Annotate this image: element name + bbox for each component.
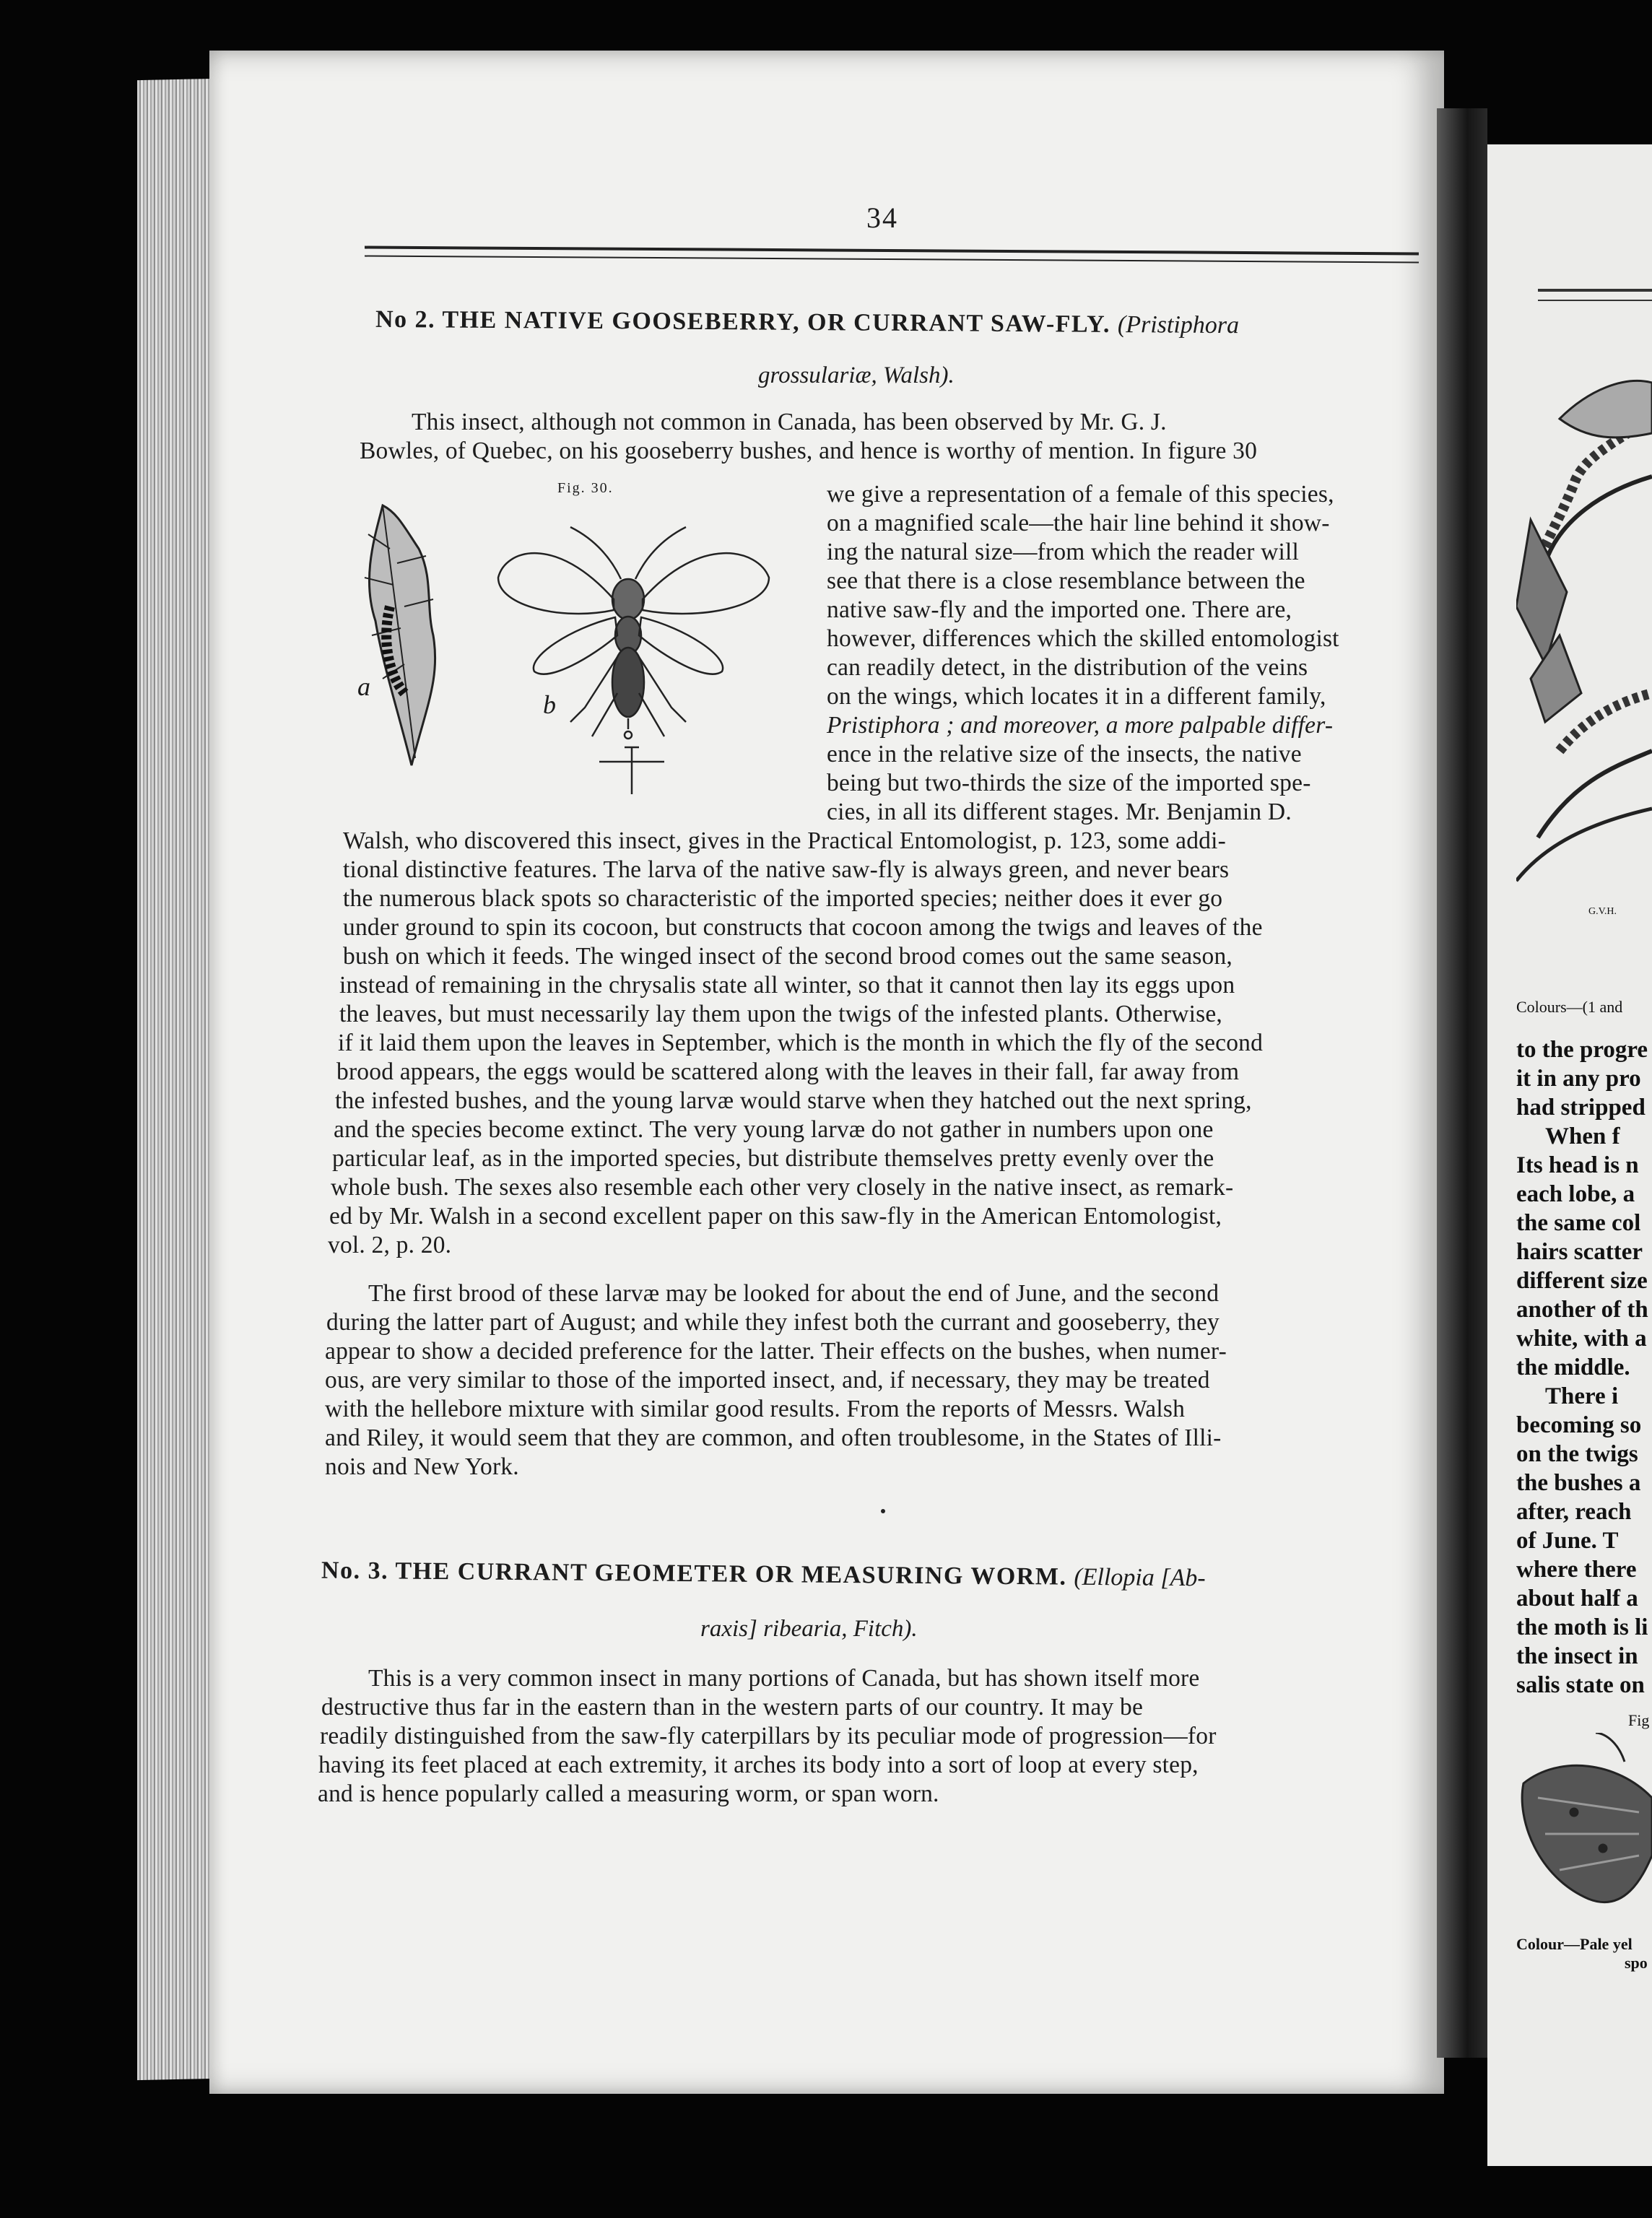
paragraph-line: tional distinctive features. The larva of the native saw-fly is always green, and never bears: [343, 856, 1230, 883]
paragraph-line: brood appears, the eggs would be scattered along with the leaves in their fall, far away from: [336, 1058, 1240, 1085]
right-page-line: There i: [1545, 1383, 1619, 1409]
right-page-moth-caption: Colour—Pale yel: [1516, 1935, 1633, 1953]
paragraph-line: the numerous black spots so characteristic of the imported species; neither does it ever go: [343, 885, 1223, 912]
paragraph-line: ous, are very similar to those of the imported insect, and, if necessary, they may be treated: [325, 1367, 1210, 1393]
figure-label-a: a: [357, 672, 370, 701]
paragraph-line: vol. 2, p. 20.: [328, 1232, 452, 1258]
leaf-larva-illustration: [365, 505, 435, 765]
right-page-line: had stripped: [1516, 1095, 1646, 1121]
right-page-moth-illustration: [1516, 1733, 1652, 1928]
right-page-line: to the progre: [1516, 1037, 1648, 1063]
paragraph-line: ence in the relative size of the insects, the native: [827, 741, 1302, 767]
sawfly-insect-illustration: [498, 527, 769, 739]
paragraph-line: and Riley, it would seem that they are common, and often troublesome, in the States of Illi-: [325, 1425, 1222, 1451]
right-page-line: the moth is li: [1516, 1614, 1648, 1640]
paragraph-line: destructive thus far in the eastern than in the western parts of our country. It may be: [321, 1694, 1144, 1721]
paragraph-line: the infested bushes, and the young larvæ would starve when they hatched out the next spring,: [335, 1087, 1252, 1114]
paragraph-line: appear to show a decided preference for the latter. Their effects on the bushes, when numer-: [325, 1338, 1227, 1365]
paragraph-line: ed by Mr. Walsh in a second excellent paper on this saw-fly in the American Entomologist,: [329, 1203, 1222, 1230]
right-page-line: after, reach: [1516, 1499, 1632, 1525]
right-page-engraver-mark: G.V.H.: [1588, 906, 1617, 917]
right-page-fig-label: Fig: [1628, 1711, 1650, 1729]
right-page-line: about half a: [1516, 1586, 1638, 1612]
paragraph-line: ing the natural size—from which the reader will: [827, 539, 1300, 565]
paragraph-line: and is hence popularly called a measuring worm, or span worn.: [318, 1780, 939, 1807]
print-speck: [881, 1509, 885, 1513]
paragraph-line: native saw-fly and the imported one. There are,: [827, 596, 1292, 623]
section-heading-sawfly: No 2. THE NATIVE GOOSEBERRY, OR CURRANT SAW-FLY. (Pristiphora: [375, 305, 1240, 339]
right-page-line: the same col: [1516, 1210, 1641, 1236]
paragraph-line: Walsh, who discovered this insect, gives in the Practical Entomologist, p. 123, some addi-: [343, 827, 1226, 854]
right-page-line: the middle.: [1516, 1354, 1630, 1380]
paragraph-line: can readily detect, in the distribution of the veins: [827, 654, 1308, 681]
right-page-line: another of th: [1516, 1297, 1648, 1323]
figure-caption: Fig. 30.: [557, 480, 614, 496]
paragraph-line: This insect, although not common in Canada, has been observed by Mr. G. J.: [412, 409, 1167, 435]
paragraph-line: nois and New York.: [325, 1453, 519, 1480]
section-heading-sawfly-line2: grossulariæ, Walsh).: [758, 362, 955, 388]
right-page-line: Its head is n: [1516, 1152, 1639, 1178]
paragraph-line: cies, in all its different stages. Mr. Benjamin D.: [827, 799, 1292, 825]
right-page-line: of June. T: [1516, 1528, 1619, 1554]
paragraph-line: This is a very common insect in many portions of Canada, but has shown itself more: [368, 1665, 1200, 1692]
section-heading-geometer: No. 3. THE CURRANT GEOMETER OR MEASURING WORM. (Ellopia [Ab-: [321, 1557, 1206, 1592]
paragraph-line: Bowles, of Quebec, on his gooseberry bushes, and hence is worthy of mention. In figure 30: [360, 438, 1258, 464]
right-page-moth-caption-line2: spo: [1625, 1954, 1648, 1972]
right-page-line: it in any pro: [1516, 1066, 1641, 1092]
right-page-line: hairs scatter: [1516, 1239, 1643, 1265]
right-page-line: on the twigs: [1516, 1441, 1638, 1467]
book-page-edges: [137, 79, 217, 2080]
page-number: 34: [866, 201, 898, 234]
paragraph-line: we give a representation of a female of this species,: [827, 481, 1334, 508]
right-page-figure-caption: Colours—(1 and: [1516, 998, 1623, 1016]
paragraph-line: on the wings, which locates it in a different family,: [827, 683, 1326, 710]
paragraph-line: with the hellebore mixture with similar good results. From the reports of Messrs. Walsh: [325, 1396, 1186, 1422]
paragraph-line: having its feet placed at each extremity, it arches its body into a sort of loop at every step,: [318, 1752, 1199, 1778]
right-page-line: becoming so: [1516, 1412, 1642, 1438]
right-page-line: white, with a: [1516, 1326, 1647, 1352]
right-page-line: the insect in: [1516, 1643, 1638, 1669]
paragraph-line: being but two-thirds the size of the imported spe-: [827, 770, 1311, 796]
right-page-line: salis state on: [1516, 1672, 1645, 1698]
section-heading-geometer-line2: raxis] ribearia, Fitch).: [700, 1616, 918, 1642]
paragraph-line: Pristiphora ; and moreover, a more palpable differ-: [827, 712, 1334, 739]
figure-label-b: b: [543, 690, 556, 719]
paragraph-line: however, differences which the skilled entomologist: [827, 625, 1339, 652]
paragraph-line: during the latter part of August; and while they infest both the currant and gooseberry, they: [326, 1309, 1220, 1336]
right-page-header-rule-thin: [1538, 300, 1652, 301]
right-page-line: When f: [1545, 1123, 1620, 1149]
paragraph-line: under ground to spin its cocoon, but constructs that cocoon among the twigs and leaves of the: [343, 914, 1263, 941]
natural-size-hairline: [599, 747, 664, 794]
paragraph-line: the leaves, but must necessarily lay them upon the twigs of the infested plants. Otherwise,: [339, 1001, 1222, 1027]
paragraph-line: on a magnified scale—the hair line behind it show-: [827, 510, 1330, 536]
paragraph-line: see that there is a close resemblance between the: [827, 567, 1305, 594]
paragraph-line: instead of remaining in the chrysalis state all winter, so that it cannot then lay its eggs upon: [339, 972, 1235, 999]
book-gutter: [1437, 108, 1487, 2058]
right-page-caterpillar-illustration: [1516, 375, 1652, 967]
right-page-line: different size: [1516, 1268, 1648, 1294]
paragraph-line: bush on which it feeds. The winged insect of the second brood comes out the same season,: [343, 943, 1233, 970]
right-page-line: where there: [1516, 1557, 1637, 1583]
paragraph-line: and the species become extinct. The very young larvæ do not gather in numbers upon one: [334, 1116, 1214, 1143]
right-page-line: the bushes a: [1516, 1470, 1641, 1496]
paragraph-line: whole bush. The sexes also resemble each other very closely in the native insect, as remark-: [331, 1174, 1234, 1201]
paragraph-line: if it laid them upon the leaves in September, which is the month in which the fly of the second: [338, 1030, 1264, 1056]
sawfly-figure: [354, 491, 830, 809]
right-page-header-rule: [1538, 289, 1652, 292]
paragraph-line: particular leaf, as in the imported species, but distribute themselves pretty evenly over the: [332, 1145, 1214, 1172]
right-page-line: each lobe, a: [1516, 1181, 1635, 1207]
paragraph-line: The first brood of these larvæ may be looked for about the end of June, and the second: [368, 1280, 1220, 1307]
paragraph-line: readily distinguished from the saw-fly caterpillars by its peculiar mode of progression—for: [320, 1723, 1217, 1749]
